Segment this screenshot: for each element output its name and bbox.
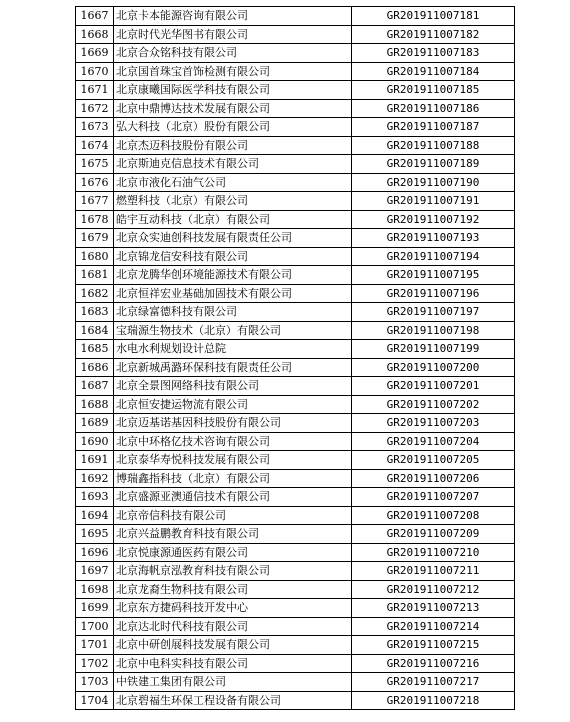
company-name-cell: 北京康曦国际医学科技有限公司 [114, 81, 352, 100]
row-number-cell: 1700 [76, 617, 114, 636]
table-row [76, 691, 515, 710]
company-name-cell: 北京中研创展科技发展有限公司 [114, 636, 352, 655]
company-name-cell: 北京东方捷码科技开发中心 [114, 599, 352, 618]
company-name-cell: 北京达北时代科技有限公司 [114, 617, 352, 636]
certificate-code-cell: GR201911007188 [352, 136, 515, 155]
row-number-cell: 1674 [76, 136, 114, 155]
table-row [76, 599, 515, 618]
row-number-cell: 1687 [76, 377, 114, 396]
row-number-cell: 1681 [76, 266, 114, 285]
company-name-cell: 北京兴益鹏教育科技有限公司 [114, 525, 352, 544]
table-row [76, 173, 515, 192]
company-name-cell: 北京杰迈科技股份有限公司 [114, 136, 352, 155]
row-number-cell: 1695 [76, 525, 114, 544]
certificate-code-cell: GR201911007216 [352, 654, 515, 673]
company-name-cell: 北京绿富德科技有限公司 [114, 303, 352, 322]
row-number-cell: 1673 [76, 118, 114, 137]
company-name-cell: 北京卡本能源咨询有限公司 [114, 7, 352, 26]
table-row [76, 580, 515, 599]
company-name-cell: 宝瑞源生物技术（北京）有限公司 [114, 321, 352, 340]
row-number-cell: 1685 [76, 340, 114, 359]
certificate-code-cell: GR201911007210 [352, 543, 515, 562]
table-row [76, 617, 515, 636]
table-row [76, 451, 515, 470]
table-row [76, 562, 515, 581]
row-number-cell: 1667 [76, 7, 114, 26]
table-row [76, 81, 515, 100]
company-name-cell: 北京恒祥宏业基础加固技术有限公司 [114, 284, 352, 303]
certificate-code-cell: GR201911007207 [352, 488, 515, 507]
certificate-code-cell: GR201911007189 [352, 155, 515, 174]
company-name-cell: 燃塑科技（北京）有限公司 [114, 192, 352, 211]
certificate-code-cell: GR201911007192 [352, 210, 515, 229]
table-row [76, 136, 515, 155]
certificate-code-cell: GR201911007200 [352, 358, 515, 377]
row-number-cell: 1697 [76, 562, 114, 581]
company-name-cell: 北京迈基诺基因科技股份有限公司 [114, 414, 352, 433]
company-name-cell: 北京斯迪克信息技术有限公司 [114, 155, 352, 174]
row-number-cell: 1682 [76, 284, 114, 303]
certificate-code-cell: GR201911007187 [352, 118, 515, 137]
row-number-cell: 1676 [76, 173, 114, 192]
table-row [76, 284, 515, 303]
certificate-code-cell: GR201911007208 [352, 506, 515, 525]
table-row [76, 340, 515, 359]
company-name-cell: 北京合众铭科技有限公司 [114, 44, 352, 63]
row-number-cell: 1704 [76, 691, 114, 710]
certificate-code-cell: GR201911007195 [352, 266, 515, 285]
table-body [76, 7, 515, 710]
company-name-cell: 皓宇互动科技（北京）有限公司 [114, 210, 352, 229]
table-row [76, 247, 515, 266]
table-row [76, 525, 515, 544]
company-name-cell: 水电水利规划设计总院 [114, 340, 352, 359]
table-row [76, 321, 515, 340]
company-name-cell: 北京盛源亚澳通信技术有限公司 [114, 488, 352, 507]
row-number-cell: 1693 [76, 488, 114, 507]
row-number-cell: 1688 [76, 395, 114, 414]
row-number-cell: 1679 [76, 229, 114, 248]
row-number-cell: 1689 [76, 414, 114, 433]
table-row [76, 358, 515, 377]
table-row [76, 99, 515, 118]
company-name-cell: 北京全景图网络科技有限公司 [114, 377, 352, 396]
table-row [76, 192, 515, 211]
certificate-code-cell: GR201911007209 [352, 525, 515, 544]
company-name-cell: 弘大科技（北京）股份有限公司 [114, 118, 352, 137]
certificate-code-cell: GR201911007211 [352, 562, 515, 581]
table-row [76, 266, 515, 285]
row-number-cell: 1669 [76, 44, 114, 63]
table-row [76, 395, 515, 414]
certificate-code-cell: GR201911007213 [352, 599, 515, 618]
company-name-cell: 北京中环格亿技术咨询有限公司 [114, 432, 352, 451]
company-name-cell: 北京国首珠宝首饰检测有限公司 [114, 62, 352, 81]
row-number-cell: 1672 [76, 99, 114, 118]
table-row [76, 7, 515, 26]
company-table [75, 6, 515, 710]
row-number-cell: 1690 [76, 432, 114, 451]
row-number-cell: 1696 [76, 543, 114, 562]
table-row [76, 62, 515, 81]
certificate-code-cell: GR201911007184 [352, 62, 515, 81]
certificate-code-cell: GR201911007197 [352, 303, 515, 322]
table-row [76, 210, 515, 229]
row-number-cell: 1702 [76, 654, 114, 673]
company-name-cell: 北京海帆京泓教育科技有限公司 [114, 562, 352, 581]
company-name-cell: 北京龙裔生物科技有限公司 [114, 580, 352, 599]
company-name-cell: 北京龙腾华创环境能源技术有限公司 [114, 266, 352, 285]
row-number-cell: 1675 [76, 155, 114, 174]
company-name-cell: 北京新城禹潞环保科技有限责任公司 [114, 358, 352, 377]
company-name-cell: 北京时代光华图书有限公司 [114, 25, 352, 44]
certificate-code-cell: GR201911007214 [352, 617, 515, 636]
table-row [76, 414, 515, 433]
company-name-cell: 北京帝信科技有限公司 [114, 506, 352, 525]
certificate-code-cell: GR201911007212 [352, 580, 515, 599]
table-row [76, 303, 515, 322]
company-name-cell: 北京市液化石油气公司 [114, 173, 352, 192]
company-name-cell: 北京碧福生环保工程设备有限公司 [114, 691, 352, 710]
table-row [76, 377, 515, 396]
certificate-code-cell: GR201911007204 [352, 432, 515, 451]
table-row [76, 469, 515, 488]
certificate-code-cell: GR201911007202 [352, 395, 515, 414]
certificate-code-cell: GR201911007193 [352, 229, 515, 248]
table-row [76, 543, 515, 562]
table-row [76, 506, 515, 525]
certificate-code-cell: GR201911007205 [352, 451, 515, 470]
table-row [76, 44, 515, 63]
row-number-cell: 1701 [76, 636, 114, 655]
company-name-cell: 北京恒安捷运物流有限公司 [114, 395, 352, 414]
row-number-cell: 1671 [76, 81, 114, 100]
table-row [76, 488, 515, 507]
company-name-cell: 北京中电科实科技有限公司 [114, 654, 352, 673]
certificate-code-cell: GR201911007215 [352, 636, 515, 655]
row-number-cell: 1684 [76, 321, 114, 340]
row-number-cell: 1683 [76, 303, 114, 322]
certificate-code-cell: GR201911007190 [352, 173, 515, 192]
table-row [76, 229, 515, 248]
company-name-cell: 北京悦康源通医药有限公司 [114, 543, 352, 562]
certificate-code-cell: GR201911007194 [352, 247, 515, 266]
certificate-code-cell: GR201911007198 [352, 321, 515, 340]
table-row [76, 636, 515, 655]
row-number-cell: 1686 [76, 358, 114, 377]
row-number-cell: 1668 [76, 25, 114, 44]
company-name-cell: 北京锦龙信安科技有限公司 [114, 247, 352, 266]
row-number-cell: 1670 [76, 62, 114, 81]
certificate-code-cell: GR201911007196 [352, 284, 515, 303]
company-name-cell: 中铁建工集团有限公司 [114, 673, 352, 692]
company-name-cell: 北京众实迪创科技发展有限责任公司 [114, 229, 352, 248]
certificate-code-cell: GR201911007186 [352, 99, 515, 118]
row-number-cell: 1678 [76, 210, 114, 229]
row-number-cell: 1677 [76, 192, 114, 211]
table-row [76, 654, 515, 673]
table-row [76, 155, 515, 174]
certificate-code-cell: GR201911007185 [352, 81, 515, 100]
certificate-code-cell: GR201911007191 [352, 192, 515, 211]
company-name-cell: 北京中鼎博达技术发展有限公司 [114, 99, 352, 118]
certificate-code-cell: GR201911007217 [352, 673, 515, 692]
row-number-cell: 1680 [76, 247, 114, 266]
table-row [76, 432, 515, 451]
table-row [76, 673, 515, 692]
certificate-code-cell: GR201911007183 [352, 44, 515, 63]
certificate-code-cell: GR201911007199 [352, 340, 515, 359]
certificate-code-cell: GR201911007182 [352, 25, 515, 44]
row-number-cell: 1692 [76, 469, 114, 488]
row-number-cell: 1698 [76, 580, 114, 599]
row-number-cell: 1703 [76, 673, 114, 692]
table-row [76, 25, 515, 44]
row-number-cell: 1694 [76, 506, 114, 525]
table-row [76, 118, 515, 137]
company-name-cell: 北京泰华寿悦科技发展有限公司 [114, 451, 352, 470]
row-number-cell: 1699 [76, 599, 114, 618]
certificate-code-cell: GR201911007218 [352, 691, 515, 710]
certificate-code-cell: GR201911007201 [352, 377, 515, 396]
company-name-cell: 博瑞鑫指科技（北京）有限公司 [114, 469, 352, 488]
certificate-code-cell: GR201911007206 [352, 469, 515, 488]
certificate-code-cell: GR201911007203 [352, 414, 515, 433]
certificate-code-cell: GR201911007181 [352, 7, 515, 26]
row-number-cell: 1691 [76, 451, 114, 470]
